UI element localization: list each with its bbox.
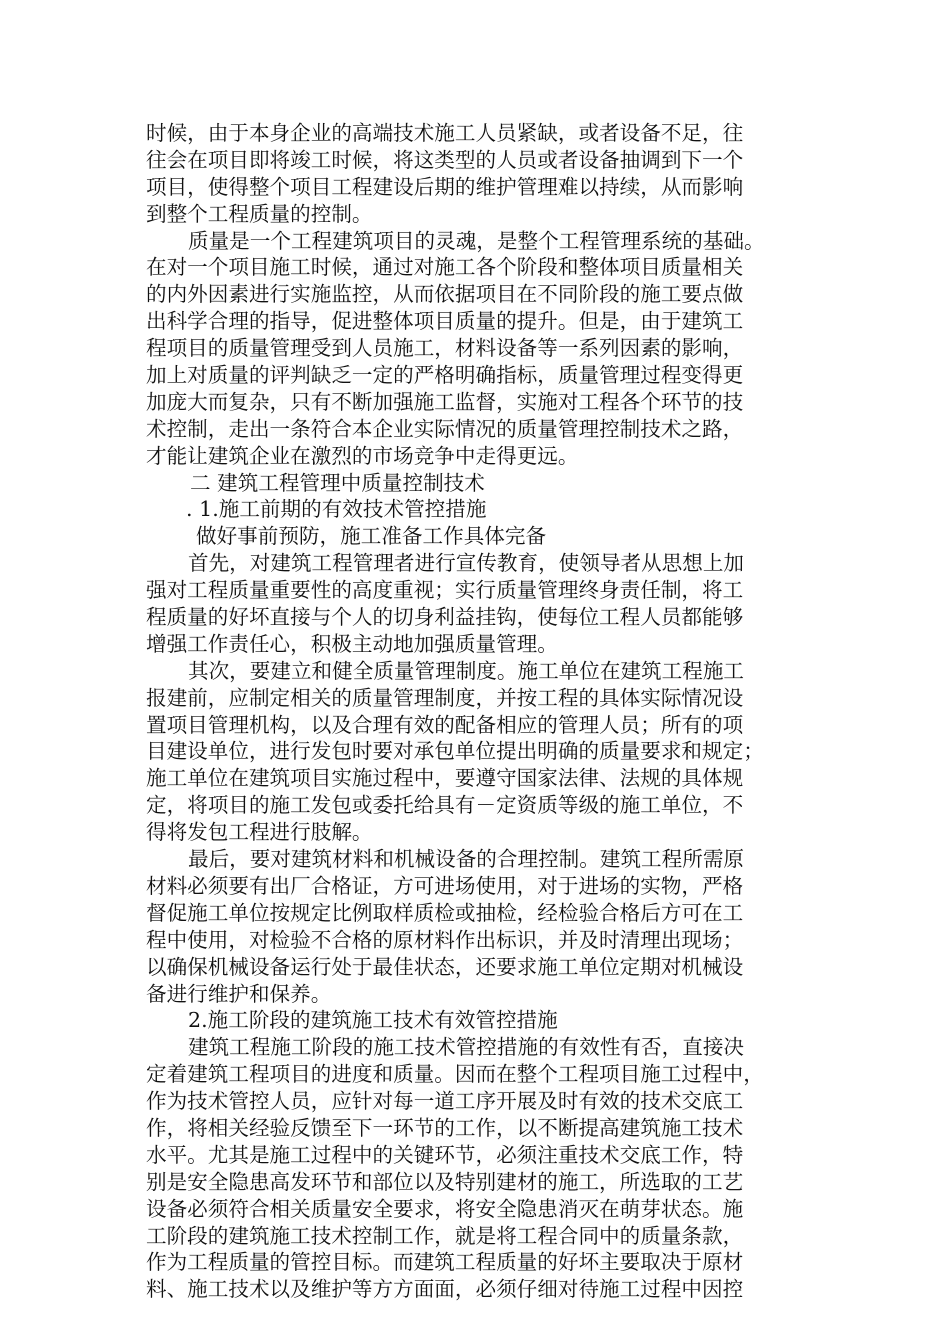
- text-line: 作，将相关经验反馈至下一环节的工作，以不断提高建筑施工技术: [146, 1115, 744, 1140]
- text-line: 时候，由于本身企业的高端技术施工人员紧缺，或者设备不足，往: [146, 121, 744, 145]
- text-line: 定着建筑工程项目的进度和质量。因而在整个工程项目施工过程中，: [146, 1062, 764, 1087]
- text-line: 出科学合理的指导，促进整体项目质量的提升。但是，由于建筑工: [146, 309, 744, 334]
- text-line: 建筑工程施工阶段的施工技术管控措施的有效性有否，直接决: [188, 1035, 745, 1060]
- text-line: 料、施工技术以及维护等方方面面，必须仔细对待施工过程中因控: [146, 1277, 744, 1302]
- text-line: 报建前，应制定相关的质量管理制度，并按工程的具体实际情况设: [146, 685, 744, 710]
- text-line: 最后，要对建筑材料和机械设备的合理控制。建筑工程所需原: [188, 847, 745, 872]
- text-line: 做好事前预防，施工准备工作具体完备: [196, 524, 547, 549]
- text-line: 作为工程质量的管控目标。而建筑工程质量的好坏主要取决于原材: [146, 1250, 744, 1275]
- text-line: 置项目管理机构，以及合理有效的配备相应的管理人员；所有的项: [146, 712, 744, 737]
- text-line: 往会在项目即将竣工时候，将这类型的人员或者设备抽调到下一个: [146, 147, 744, 172]
- text-line: 首先，对建筑工程管理者进行宣传教育，使领导者从思想上加: [188, 551, 745, 576]
- text-line: 材料必须要有出厂合格证，方可进场使用，对于进场的实物，严格: [146, 873, 744, 898]
- text-line: 备进行维护和保养。: [146, 981, 332, 1006]
- text-line: 强对工程质量重要性的高度重视；实行质量管理终身责任制，将工: [146, 578, 744, 603]
- text-line: 其次，要建立和健全质量管理制度。施工单位在建筑工程施工: [188, 658, 745, 683]
- text-line: 术控制，走出一条符合本企业实际情况的质量管理控制技术之路，: [146, 416, 744, 441]
- text-line: 定，将项目的施工发包或委托给具有－定资质等级的施工单位，不: [146, 793, 744, 818]
- text-line: 施工单位在建筑项目实施过程中，要遵守国家法律、法规的具体规: [146, 766, 744, 791]
- text-line: 以确保机械设备运行处于最佳状态，还要求施工单位定期对机械设: [146, 954, 744, 979]
- text-line: 项目，使得整个项目工程建设后期的维护管理难以持续，从而影响: [146, 174, 744, 199]
- text-line: 的内外因素进行实施监控，从而依据项目在不同阶段的施工要点做: [146, 282, 744, 307]
- text-line: 得将发包工程进行肢解。: [146, 820, 373, 845]
- text-line: 才能让建筑企业在激烈的市场竞争中走得更远。: [146, 443, 579, 468]
- text-line: 程项目的质量管理受到人员施工，材料设备等一系列因素的影响，: [146, 336, 744, 361]
- text-line: 工阶段的建筑施工技术控制工作，就是将工程合同中的质量条款，: [146, 1223, 744, 1248]
- text-line: . 1.施工前期的有效技术管控措施: [186, 497, 487, 522]
- text-line: 在对一个项目施工时候，通过对施工各个阶段和整体项目质量相关: [146, 255, 744, 280]
- text-line: 质量是一个工程建筑项目的灵魂，是整个工程管理系统的基础。: [188, 228, 765, 253]
- text-line: 到整个工程质量的控制。: [146, 201, 373, 226]
- document-body: [146, 120, 810, 1303]
- text-line: 水平。尤其是施工过程中的关键环节，必须注重技术交底工作，特: [146, 1142, 744, 1167]
- text-line: 二 建筑工程管理中质量控制技术: [190, 470, 485, 495]
- text-line: 加庞大而复杂，只有不断加强施工监督，实施对工程各个环节的技: [146, 389, 744, 414]
- text-line: 作为技术管控人员，应针对每一道工序开展及时有效的技术交底工: [146, 1089, 744, 1114]
- text-line: 别是安全隐患高发环节和部位以及特别建材的施工，所选取的工艺: [146, 1169, 744, 1194]
- text-line: 程中使用，对检验不合格的原材料作出标识，并及时清理出现场；: [146, 927, 744, 952]
- text-line: 加上对质量的评判缺乏一定的严格明确指标，质量管理过程变得更: [146, 363, 744, 388]
- text-line: 增强工作责任心，积极主动地加强质量管理。: [146, 631, 558, 656]
- text-line: 目建设单位，进行发包时要对承包单位提出明确的质量要求和规定；: [146, 739, 764, 764]
- text-line: 督促施工单位按规定比例取样质检或抽检，经检验合格后方可在工: [146, 900, 744, 925]
- text-line: 设备必须符合相关质量安全要求，将安全隐患消灭在萌芽状态。施: [146, 1196, 744, 1221]
- text-line: 2.施工阶段的建筑施工技术有效管控措施: [188, 1008, 558, 1033]
- text-line: 程质量的好坏直接与个人的切身利益挂钩，使每位工程人员都能够: [146, 605, 744, 630]
